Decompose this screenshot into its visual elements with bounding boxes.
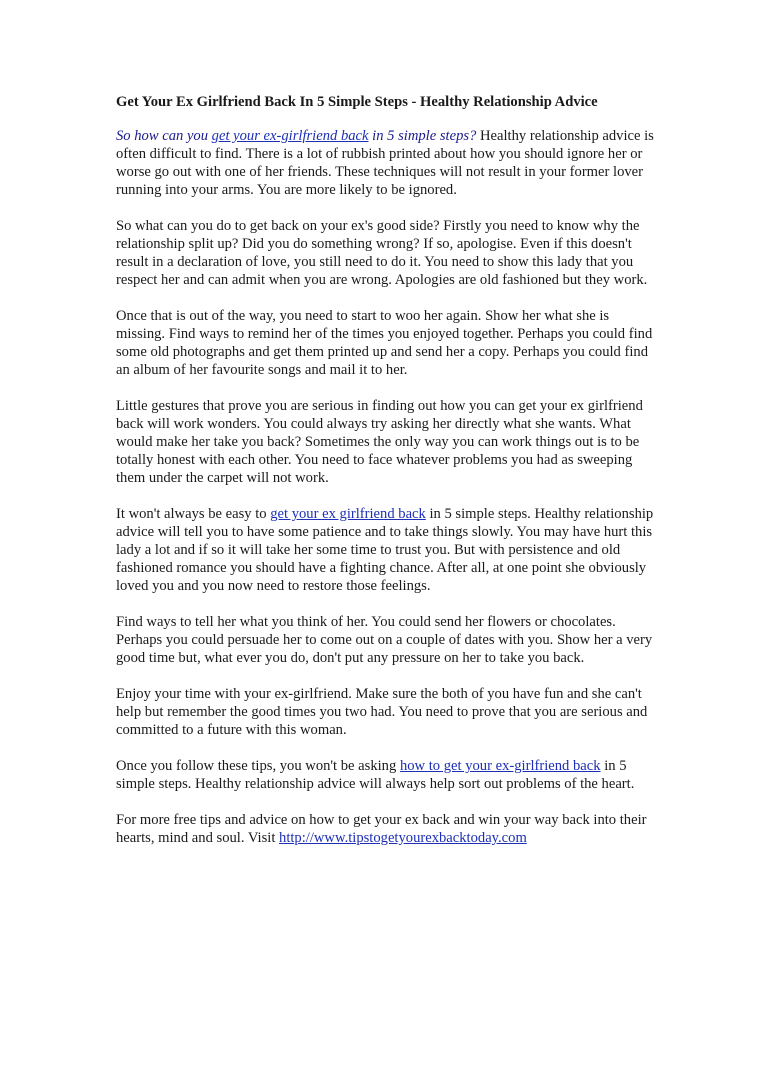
document-title: Get Your Ex Girlfriend Back In 5 Simple Steps - Healthy Relationship Advice [116,94,598,110]
paragraph-5-before: It won't always be easy to [116,506,271,522]
paragraph-9 [116,811,656,847]
paragraph-4: Little gestures that prove you are serious in finding out how you can get your ex girlfriend back will work wonders. You could always try asking her directly what she wants. What would make her take you back? Sometimes the only way you can work things out is to be totally honest with each other. You need to face whatever problems you had as sweeping them under the carpet will not work. [116,398,643,486]
paragraph-8 [116,757,656,793]
lead-after-text: in 5 simple steps? [368,128,477,144]
paragraph-8-after: in 5 simple steps. Healthy relationship advice will always help sort out problems of the heart. [116,758,635,792]
paragraph-3: Once that is out of the way, you need to start to woo her again. Show her what she is missing. Find ways to remind her of the times you enjoyed together. Perhaps you could find some old photographs and get them printed up and send her a copy. Perhaps you could find an album of her favourite songs and mail it to her. [116,308,653,378]
lead-before-text: So how can you [116,128,212,144]
paragraph-2: So what can you do to get back on your ex's good side? Firstly you need to know why the relationship split up? Did you do something wrong? If so, apologise. Even if this doesn't result in a declaration of love, you still need to do it. You need to show this lady that you respect her and can admit when you are wrong. Apologies are old fashioned but they work. [116,218,648,288]
website-url-link[interactable]: http://www.tipstogetyourexbacktoday.com [279,830,527,846]
paragraph-6: Find ways to tell her what you think of her. You could send her flowers or chocolates. Perhaps you could persuade her to come out on a couple of dates with you. Show her a very good time but, what ever you do, don't put any pressure on her to take you back. [116,614,653,666]
document-page [116,93,656,865]
paragraph-1 [116,127,656,199]
paragraph-1-rest: Healthy relationship advice is often difficult to find. There is a lot of rubbish printed about how you should ignore her or worse go out with one of her friends. These techniques will not result in your former lover running into your arms. You are more likely to be ignored. [116,128,654,198]
paragraph-8-before: Once you follow these tips, you won't be asking [116,758,400,774]
paragraph-9-before: For more free tips and advice on how to get your ex back and win your way back into their hearts, mind and soul. Visit [116,812,647,846]
paragraph-5 [116,505,656,595]
get-ex-girlfriend-back-link-2[interactable]: get your ex girlfriend back [270,506,426,522]
how-to-get-ex-girlfriend-back-link[interactable]: how to get your ex-girlfriend back [399,758,601,774]
lead-question [116,128,476,144]
paragraph-5-after: in 5 simple steps. Healthy relationship advice will tell you to have some patience and to take things slowly. You may have hurt this lady a lot and if so it will take her some time to trust you. But with persistence and old fashioned romance you should have a fighting chance. After all, at one point she obviously loved you and you now need to restore those feelings. [116,506,654,594]
get-ex-girlfriend-back-link-1[interactable]: get your ex-girlfriend back [211,128,369,144]
paragraph-7: Enjoy your time with your ex-girlfriend. Make sure the both of you have fun and she can't help but remember the good times you two had. You need to prove that you are serious and committed to a future with this woman. [116,686,648,738]
